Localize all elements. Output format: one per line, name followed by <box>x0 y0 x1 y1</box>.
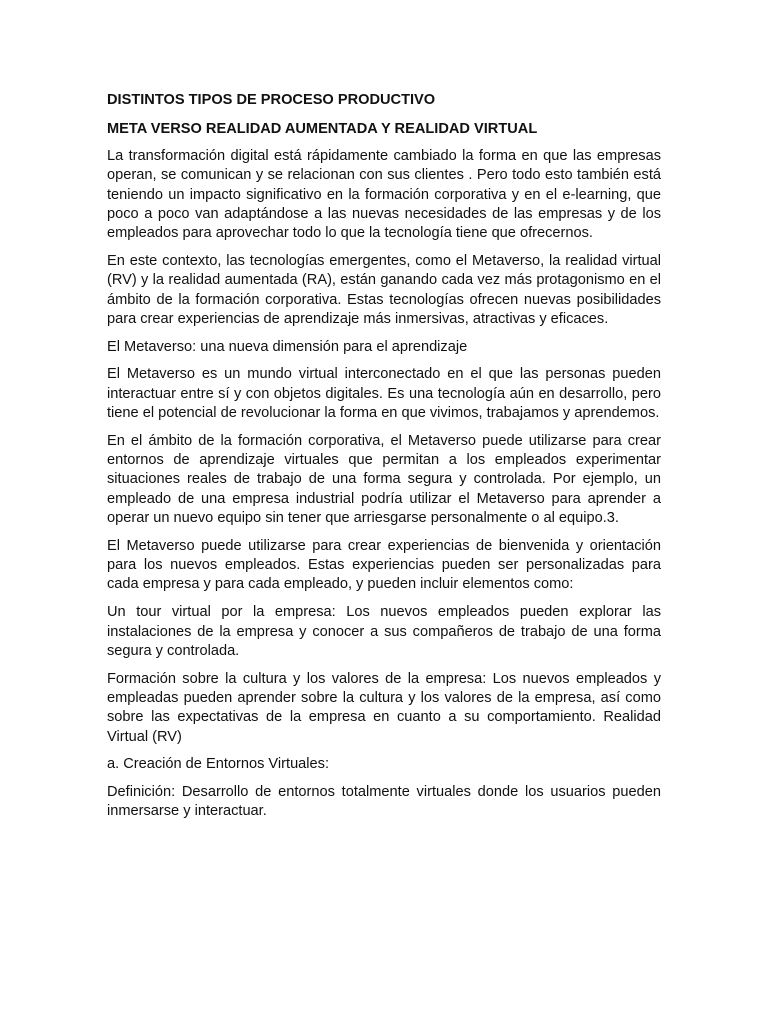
paragraph-virtual-tour: Un tour virtual por la empresa: Los nuevos empleados pueden explorar las instalaciones de la empresa y conocer a sus compañeros de trabajo de una forma segura y controlada. <box>107 604 661 659</box>
document-subtitle: META VERSO REALIDAD AUMENTADA Y REALIDAD VIRTUAL <box>107 120 538 137</box>
list-item-virtual-environments: a. Creación de Entornos Virtuales: <box>107 756 330 773</box>
document-title: DISTINTOS TIPOS DE PROCESO PRODUCTIVO <box>107 92 436 108</box>
document-page <box>107 90 661 830</box>
paragraph-metaverso-corporate: En el ámbito de la formación corporativa, el Metaverso puede utilizarse para crear entornos de aprendizaje virtuales que permitan a los empleados experimentar situaciones reales de trabajo de una forma segura y controlada. Por ejemplo, un empleado de una empresa industrial podría utilizar el Metaverso para aprender a operar un nuevo equipo sin tener que arriesgarse personalmente o al equipo.3. <box>107 432 661 527</box>
paragraph-culture-training: Formación sobre la cultura y los valores de la empresa: Los nuevos empleados y empleadas pueden aprender sobre la cultura y los valores de la empresa, así como sobre las expectativas de la empresa en cuanto a su comportamiento. Realidad Virtual (RV) <box>107 670 661 745</box>
paragraph-metaverso-definition: El Metaverso es un mundo virtual interconectado en el que las personas pueden interactuar entre sí y con objetos digitales. Es una tecnología aún en desarrollo, pero tiene el potencial de revolucionar la forma en que vivimos, trabajamos y aprendemos. <box>107 366 661 422</box>
paragraph-definition: Definición: Desarrollo de entornos totalmente virtuales donde los usuarios pueden inmersarse y interactuar. <box>107 784 661 820</box>
paragraph-metaverso-onboarding: El Metaverso puede utilizarse para crear experiencias de bienvenida y orientación para los nuevos empleados. Estas experiencias pueden ser personalizadas para cada empresa y para cada empleado, y pueden incluir elementos como: <box>107 537 661 593</box>
paragraph-context: En este contexto, las tecnologías emergentes, como el Metaverso, la realidad virtual (RV) y la realidad aumentada (RA), están ganando cada vez más protagonismo en el ámbito de la formación corporativa. Estas tecnologías ofrecen nuevas posibilidades para crear experiencias de aprendizaje más inmersivas, atractivas y eficaces. <box>107 252 661 327</box>
paragraph-intro: La transformación digital está rápidamente cambiado la forma en que las empresas operan, se comunican y se relacionan con sus clientes . Pero todo esto también está teniendo un impacto significativo en la formación corporativa y en el e-learning, que poco a poco van adaptándose a las nuevas necesidades de las empresas y de los empleados para aprovechar todo lo que la tecnología tiene que ofrecernos. <box>107 148 661 242</box>
section-heading-metaverso: El Metaverso: una nueva dimensión para el aprendizaje <box>107 338 468 355</box>
